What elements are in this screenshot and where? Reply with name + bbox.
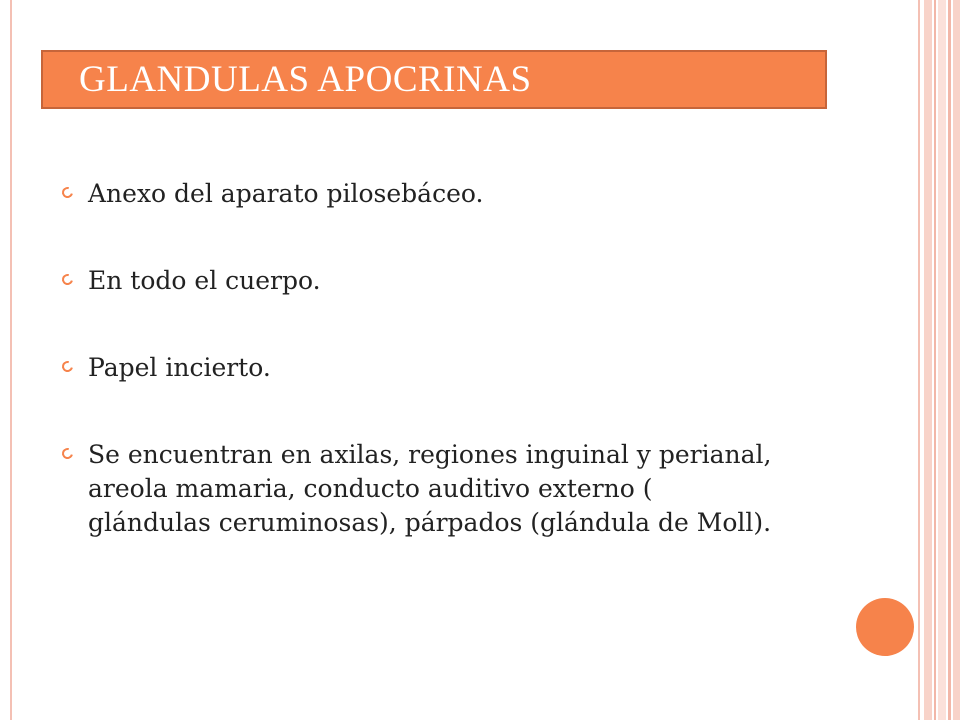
bullet-text: Anexo del aparato pilosebáceo.	[88, 179, 484, 208]
bullet-item	[62, 177, 782, 211]
bullet-ring-icon	[60, 272, 75, 287]
slide-title: GLANDULAS APOCRINAS	[79, 59, 532, 100]
bullet-text: Se encuentran en axilas, regiones inguinal y perianal, areola mamaria, conducto auditivo externo ( glándulas ceruminosas), párpados (glándula de Moll).	[88, 440, 772, 537]
bullet-item	[62, 264, 782, 298]
bullet-item	[62, 351, 782, 385]
stripe	[938, 0, 946, 720]
bullet-text: Papel incierto.	[88, 353, 271, 382]
stripe	[934, 0, 936, 720]
bullet-text: En todo el cuerpo.	[88, 266, 321, 295]
decorative-circle	[856, 598, 914, 656]
bullet-ring-icon	[60, 446, 75, 461]
bullet-list	[62, 177, 782, 540]
stripe	[953, 0, 960, 720]
stripe	[948, 0, 951, 720]
bullet-item	[62, 438, 782, 540]
bullet-ring-icon	[60, 185, 75, 200]
decorative-stripes	[924, 0, 960, 720]
title-banner	[41, 50, 827, 109]
stripe	[924, 0, 932, 720]
bullet-ring-icon	[60, 359, 75, 374]
